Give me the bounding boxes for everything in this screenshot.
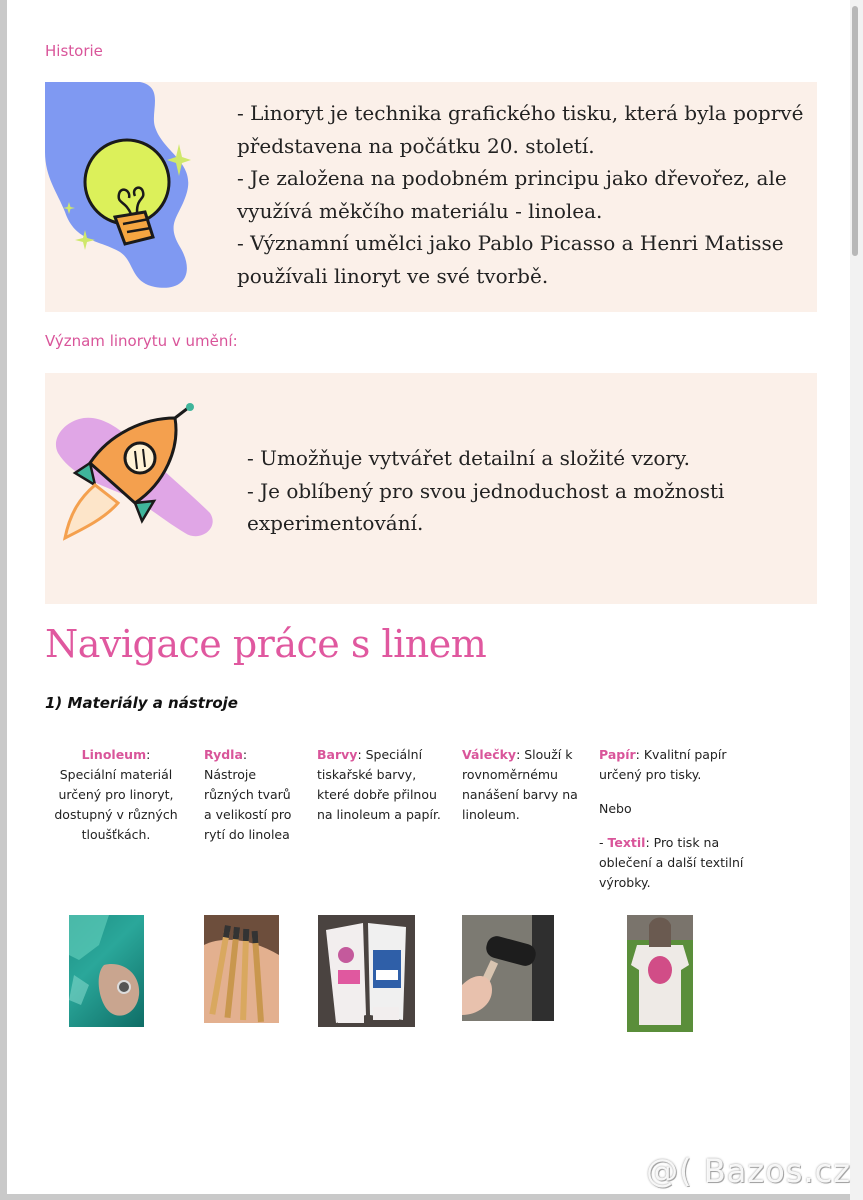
scrollbar-thumb[interactable] <box>852 6 858 256</box>
history-label: Historie <box>45 42 103 60</box>
material-rydla: Rydla: Nástroje různých tvarů a velikostí pro rytí do linolea <box>204 745 304 845</box>
material-papir: Papír: Kvalitní papír určený pro tisky. Nebo - Textil: Pro tisk na oblečení a další textilní výrobky. <box>599 745 769 893</box>
meaning-label: Význam linorytu v umění: <box>45 332 238 350</box>
material-valecky: Válečky: Slouží k rovnoměrnému nanášení barvy na linoleum. <box>462 745 592 825</box>
material-term: Papír <box>599 747 636 762</box>
valecky-photo <box>462 915 554 1021</box>
history-line: představena na počátku 20. století. <box>237 133 595 158</box>
material-heading: Papír: Kvalitní papír <box>599 747 727 762</box>
meaning-box <box>45 373 817 604</box>
material-textil-heading: - Textil: Pro tisk na <box>599 835 720 850</box>
textil-photo <box>627 915 693 1032</box>
material-linoleum: Linoleum: Speciální materiál určený pro linoryt, dostupný v různých tloušťkách. <box>49 745 183 845</box>
history-box <box>45 82 817 312</box>
navigation-title: Navigace práce s linem <box>45 622 487 666</box>
material-term: Linoleum <box>81 747 147 762</box>
material-heading: Válečky: Slouží k <box>462 747 573 762</box>
material-heading: Linoleum: <box>81 747 151 762</box>
material-barvy: Barvy: Speciální tiskařské barvy, které dobře přilnou na linoleum a papír. <box>317 745 457 825</box>
barvy-photo <box>318 915 415 1027</box>
material-term: Textil <box>607 835 646 850</box>
material-heading: Barvy: Speciální <box>317 747 423 762</box>
meaning-line: experimentování. <box>247 511 424 535</box>
watermark: @( Bazos.cz <box>646 1152 851 1190</box>
meaning-text <box>247 442 724 540</box>
history-line: - Linoryt je technika grafického tisku, která byla poprvé <box>237 101 804 125</box>
history-line: používali linoryt ve své tvorbě. <box>237 263 549 288</box>
history-text <box>237 97 803 292</box>
rydla-photo <box>204 915 279 1023</box>
material-term: Válečky <box>462 747 517 762</box>
history-line: využívá měkčího materiálu - linolea. <box>237 198 603 223</box>
material-heading: Rydla: <box>204 747 248 762</box>
meaning-line: - Umožňuje vytvářet detailní a složité vzory. <box>247 446 690 470</box>
material-term: Rydla <box>204 747 243 762</box>
history-line: - Je založena na podobném principu jako dřevořez, ale <box>237 166 787 190</box>
lightbulb-icon <box>45 82 205 312</box>
material-term: Barvy <box>317 747 358 762</box>
materials-subtitle: 1) Materiály a nástroje <box>45 694 238 712</box>
document-page <box>7 0 856 1194</box>
linoleum-photo <box>69 915 144 1027</box>
meaning-line: - Je oblíbený pro svou jednoduchost a možnosti <box>247 478 725 503</box>
rocket-icon <box>50 403 220 553</box>
history-line: - Významní umělci jako Pablo Picasso a Henri Matisse <box>237 231 784 255</box>
